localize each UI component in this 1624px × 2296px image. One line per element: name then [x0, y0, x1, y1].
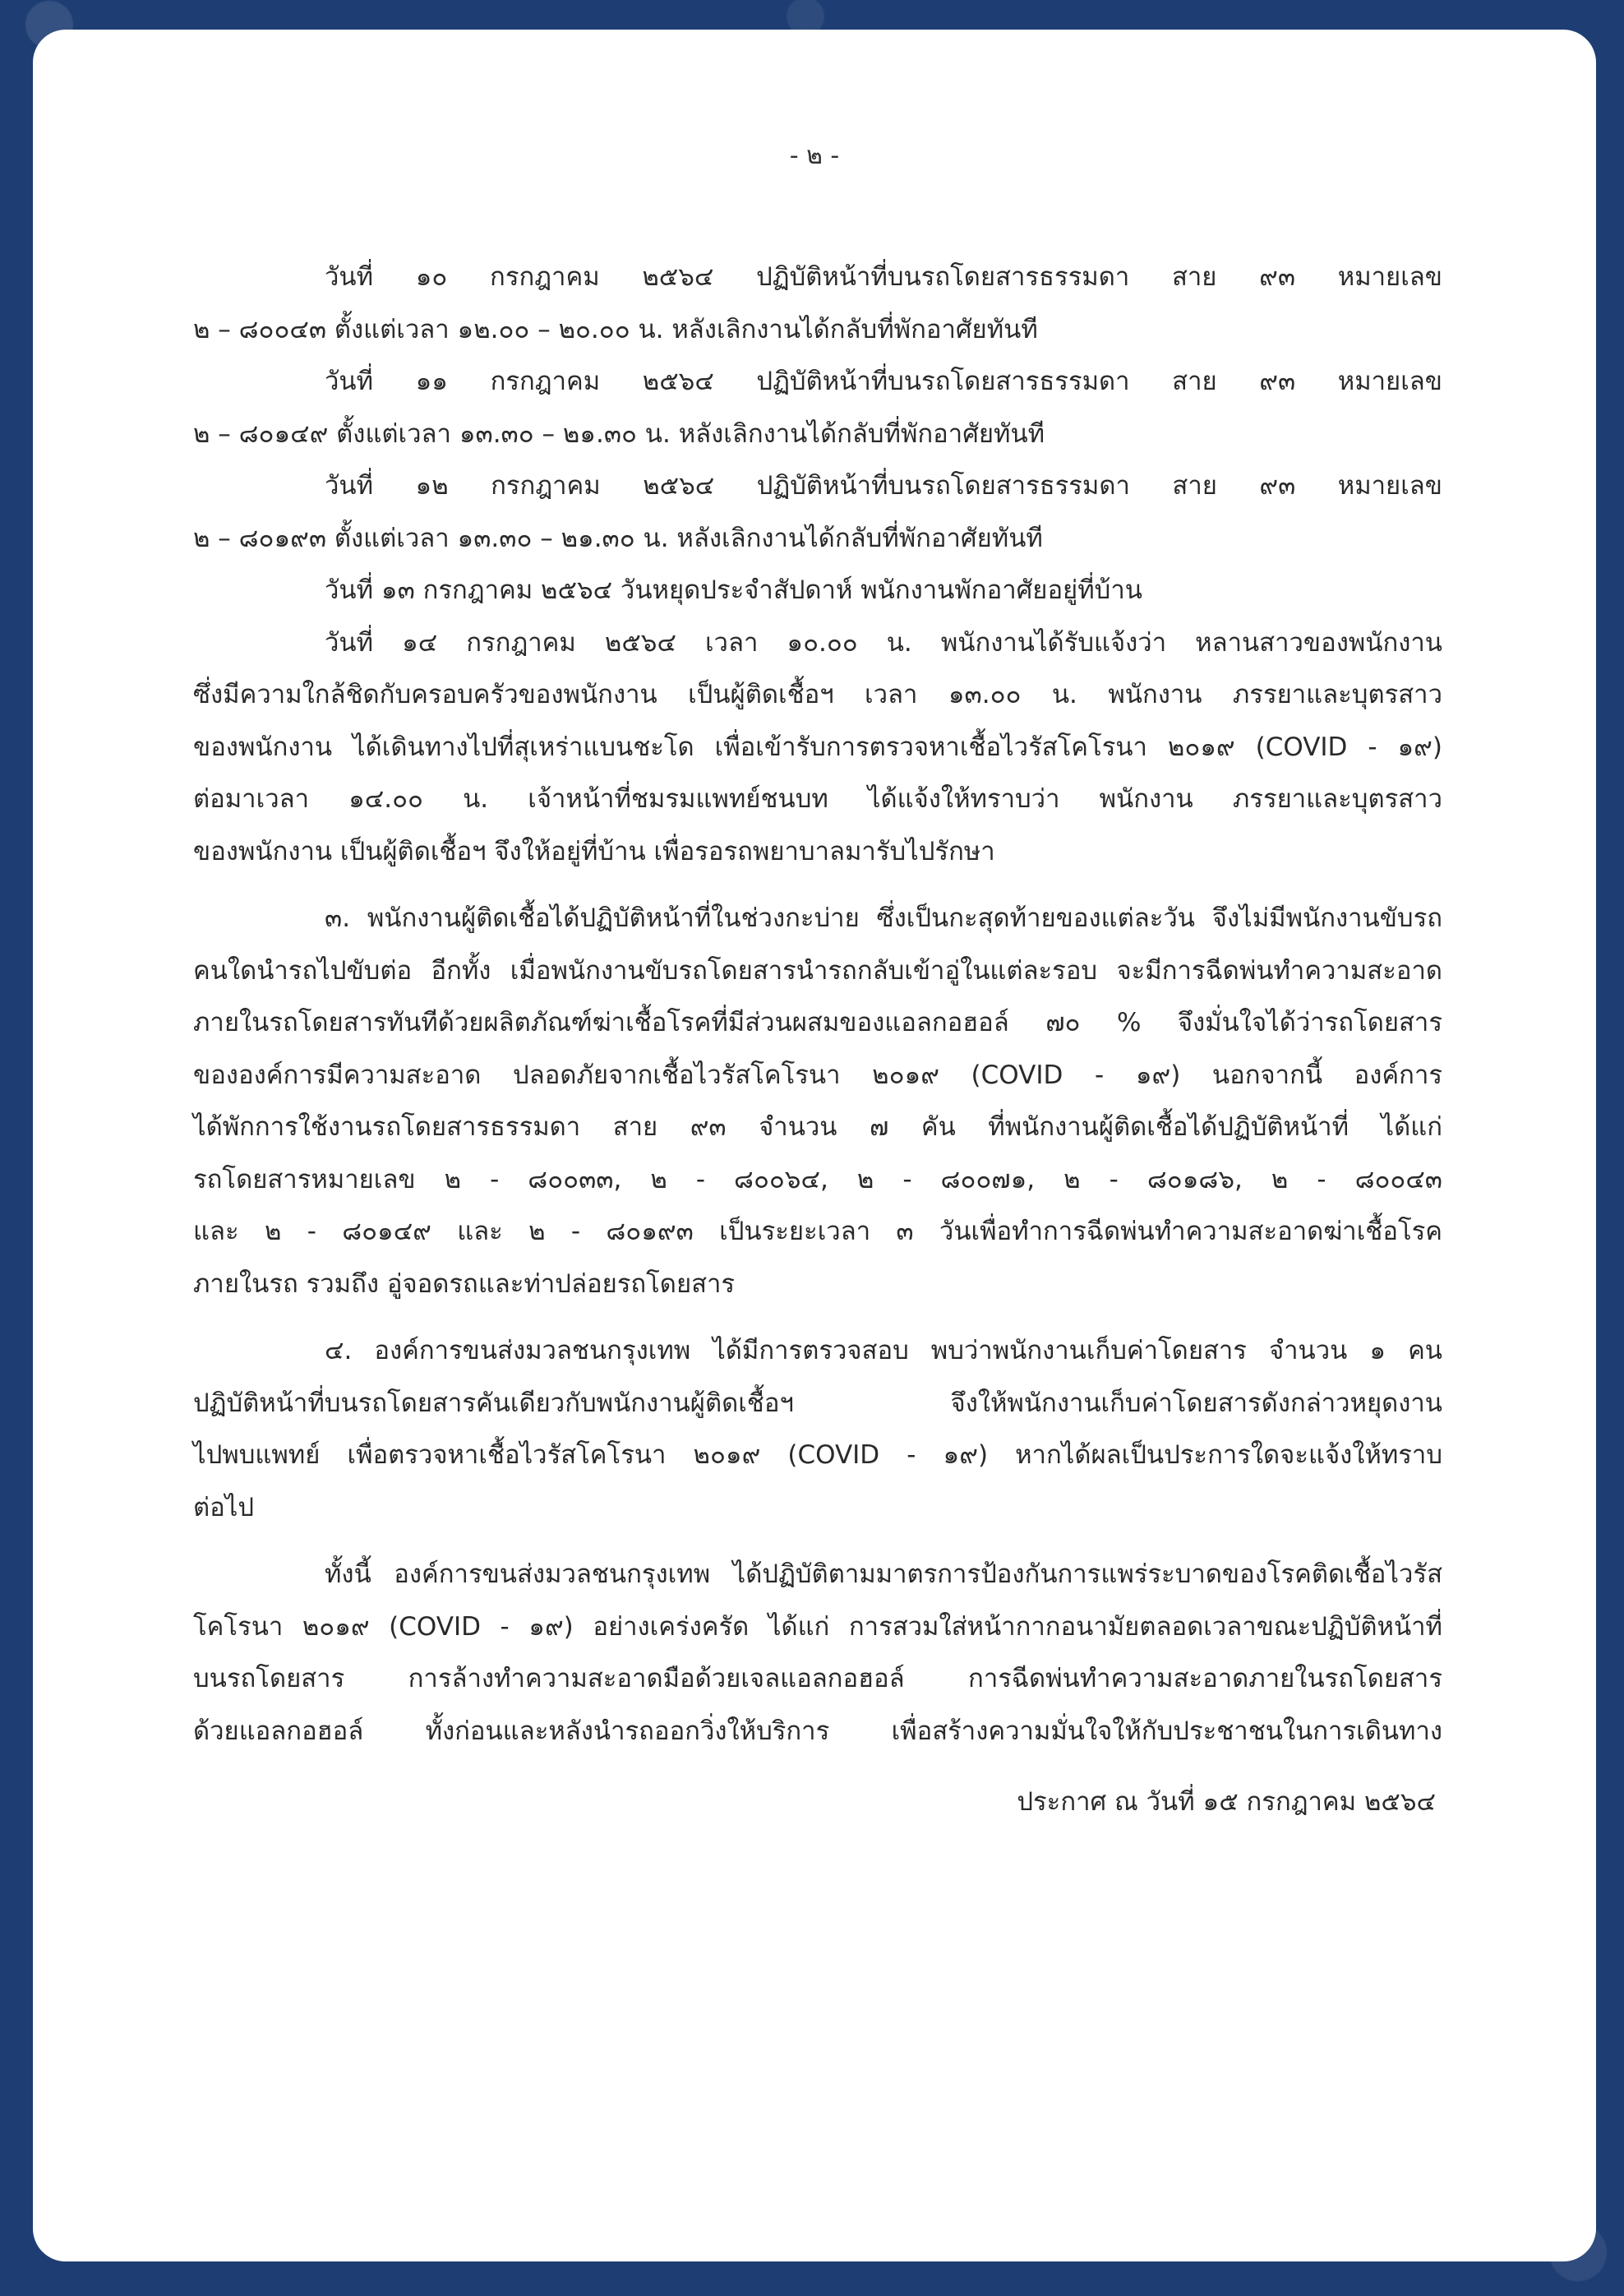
body-line: ทั้งนี้ องค์การขนส่งมวลชนกรุงเทพ ได้ปฏิบัติตามมาตรการป้องกันการแพร่ระบาดของโรคติดเชื้อไวรัส	[325, 1559, 1442, 1589]
body-line: ไปพบแพทย์ เพื่อตรวจหาเชื้อไวรัสโคโรนา ๒๐๑๙ (COVID - ๑๙) หากได้ผลเป็นประการใดจะแจ้งให้ทราบ	[193, 1440, 1442, 1470]
body-line: ของพนักงาน เป็นผู้ติดเชื้อฯ จึงให้อยู่ที่บ้าน เพื่อรอรถพยาบาลมารับไปรักษา	[193, 836, 995, 866]
body-line: ด้วยแอลกอฮอล์ ทั้งก่อนและหลังนำรถออกวิ่งให้บริการ เพื่อสร้างความมั่นใจให้กับประชาชนในการเดินทาง	[193, 1716, 1442, 1746]
body-line: ๒ – ๘๐๑๙๓ ตั้งแต่เวลา ๑๓.๓๐ – ๒๑.๓๐ น. หลังเลิกงานได้กลับที่พักอาศัยทันที	[193, 523, 1043, 553]
body-line: ๒ – ๘๐๑๔๙ ตั้งแต่เวลา ๑๓.๓๐ – ๒๑.๓๐ น. หลังเลิกงานได้กลับที่พักอาศัยทันที	[193, 418, 1045, 449]
body-line: ได้พักการใช้งานรถโดยสารธรรมดา สาย ๙๓ จำนวน ๗ คัน ที่พนักงานผู้ติดเชื้อได้ปฏิบัติหน้าที่ ได้แก่	[193, 1112, 1442, 1142]
body-line: วันที่ ๑๐ กรกฎาคม ๒๕๖๔ ปฏิบัติหน้าที่บนรถโดยสารธรรมดา สาย ๙๓ หมายเลข	[325, 262, 1442, 292]
body-line: ต่อไป	[193, 1492, 255, 1522]
body-line: บนรถโดยสาร การล้างทำความสะอาดมือด้วยเจลแอลกอฮอล์ การฉีดพ่นทำความสะอาดภายในรถโดยสาร	[193, 1664, 1442, 1693]
document-page	[33, 30, 1596, 2261]
body-line: วันที่ ๑๑ กรกฎาคม ๒๕๖๔ ปฏิบัติหน้าที่บนรถโดยสารธรรมดา สาย ๙๓ หมายเลข	[325, 367, 1442, 396]
body-line: วันที่ ๑๒ กรกฎาคม ๒๕๖๔ ปฏิบัติหน้าที่บนรถโดยสารธรรมดา สาย ๙๓ หมายเลข	[325, 471, 1442, 501]
announcement-date: ประกาศ ณ วันที่ ๑๕ กรกฎาคม ๒๕๖๔	[1017, 1787, 1436, 1817]
body-line: วันที่ ๑๓ กรกฎาคม ๒๕๖๔ วันหยุดประจำสัปดาห์ พนักงานพักอาศัยอยู่ที่บ้าน	[325, 575, 1142, 605]
body-line: โคโรนา ๒๐๑๙ (COVID - ๑๙) อย่างเคร่งครัด ได้แก่ การสวมใส่หน้ากากอนามัยตลอดเวลาขณะปฏิบัติหน้าที่	[193, 1611, 1442, 1642]
body-line: ภายในรถโดยสารทันทีด้วยผลิตภัณฑ์ฆ่าเชื้อโรคที่มีส่วนผสมของแอลกอฮอล์ ๗๐ % จึงมั่นใจได้ว่ารถโดยสาร	[193, 1008, 1442, 1037]
page-number: - ๒ -	[789, 141, 840, 170]
body-line: ขององค์การมีความสะอาด ปลอดภัยจากเชื้อไวรัสโคโรนา ๒๐๑๙ (COVID - ๑๙) นอกจากนี้ องค์การ	[193, 1060, 1442, 1090]
body-line: คนใดนำรถไปขับต่อ อีกทั้ง เมื่อพนักงานขับรถโดยสารนำรถกลับเข้าอู่ในแต่ละรอบ จะมีการฉีดพ่นทำความสะอาด	[193, 955, 1442, 986]
body-line: ของพนักงาน ได้เดินทางไปที่สุเหร่าแบนชะโด เพื่อเข้ารับการตรวจหาเชื้อไวรัสโคโรนา ๒๐๑๙ (COVID - ๑๙)	[193, 732, 1442, 762]
body-line: ภายในรถ รวมถึง อู่จอดรถและท่าปล่อยรถโดยสาร	[193, 1268, 736, 1299]
body-line: ต่อมาเวลา ๑๔.๐๐ น. เจ้าหน้าที่ชมรมแพทย์ชนบท ได้แจ้งให้ทราบว่า พนักงาน ภรรยาและบุตรสาว	[193, 784, 1442, 814]
document-body	[193, 252, 1442, 1758]
body-line: ปฏิบัติหน้าที่บนรถโดยสารคันเดียวกับพนักงานผู้ติดเชื้อฯ จึงให้พนักงานเก็บค่าโดยสารดังกล่าวหยุดงาน	[193, 1388, 1442, 1418]
body-line: และ ๒ - ๘๐๑๔๙ และ ๒ - ๘๐๑๙๓ เป็นระยะเวลา ๓ วันเพื่อทำการฉีดพ่นทำความสะอาดฆ่าเชื้อโรค	[193, 1217, 1442, 1246]
body-line: วันที่ ๑๔ กรกฎาคม ๒๕๖๔ เวลา ๑๐.๐๐ น. พนักงานได้รับแจ้งว่า หลานสาวของพนักงาน	[325, 627, 1442, 658]
body-line: ซึ่งมีความใกล้ชิดกับครอบครัวของพนักงาน เป็นผู้ติดเชื้อฯ เวลา ๑๓.๐๐ น. พนักงาน ภรรยาและบุตรสาว	[193, 680, 1442, 709]
body-line: ๔. องค์การขนส่งมวลชนกรุงเทพ ได้มีการตรวจสอบ พบว่าพนักงานเก็บค่าโดยสาร จำนวน ๑ คน	[325, 1336, 1442, 1365]
body-line: ๒ – ๘๐๐๔๓ ตั้งแต่เวลา ๑๒.๐๐ – ๒๐.๐๐ น. หลังเลิกงานได้กลับที่พักอาศัยทันที	[193, 314, 1038, 344]
body-line: รถโดยสารหมายเลข ๒ - ๘๐๐๓๓, ๒ - ๘๐๐๖๔, ๒ - ๘๐๐๗๑, ๒ - ๘๐๑๘๖, ๒ - ๘๐๐๔๓	[193, 1164, 1442, 1194]
body-line: ๓. พนักงานผู้ติดเชื้อได้ปฏิบัติหน้าที่ในช่วงกะบ่าย ซึ่งเป็นกะสุดท้ายของแต่ละวัน จึงไม่มีพนักงานขับรถ	[325, 903, 1442, 933]
